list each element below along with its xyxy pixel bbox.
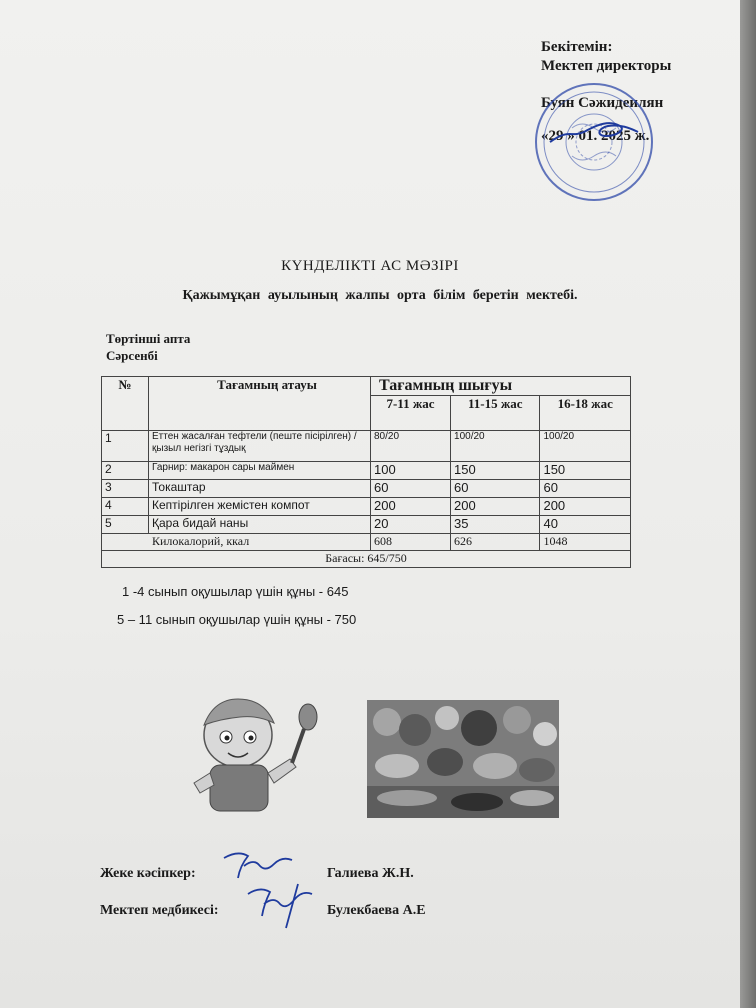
entrepreneur-name: Галиева Ж.Н.: [327, 866, 414, 881]
table-row: [102, 462, 631, 480]
row-dish: Еттен жасалған тефтели (пеште пісірілген) /қызыл негізгі тұздық: [149, 431, 371, 462]
row-value-1: 100: [371, 462, 451, 480]
page-edge-shadow: [740, 0, 756, 1008]
header-dish-name: Тағамның атауы: [149, 377, 371, 431]
row-value-2: 60: [451, 480, 540, 498]
row-value-1: 20: [371, 516, 451, 534]
vegetables-photo: [367, 700, 559, 818]
row-value-3: 40: [540, 516, 631, 534]
row-dish: Гарнир: макарон сары маймен: [149, 462, 371, 480]
price-line-grades-5-11: 5 – 11 сынып оқушылар үшін құны - 750: [117, 612, 357, 627]
approval-title: Бекітемін:: [541, 39, 613, 55]
row-dish: Кептірілген жемістен компот: [149, 498, 371, 516]
price-line-grades-1-4: 1 -4 сынып оқушылар үшін құны - 645: [122, 584, 349, 599]
approval-director-name: Буян Сәжидеилян: [541, 95, 664, 111]
row-value-3: 150: [540, 462, 631, 480]
school-nurse-label: Мектеп медбикесі:: [100, 903, 219, 918]
header-output: Тағамның шығуы: [371, 377, 631, 396]
header-num: №: [102, 377, 149, 431]
kcal-row: [102, 534, 631, 551]
table-row: [102, 516, 631, 534]
official-stamp: [532, 80, 656, 204]
row-value-2: 100/20: [451, 431, 540, 462]
school-name: Қажымұқан ауылының жалпы орта білім беретін мектебі.: [182, 288, 578, 303]
row-value-2: 150: [451, 462, 540, 480]
row-value-3: 60: [540, 480, 631, 498]
row-value-3: 100/20: [540, 431, 631, 462]
table-header-row: [102, 377, 631, 396]
row-value-3: 200: [540, 498, 631, 516]
table-row: [102, 480, 631, 498]
table-row: [102, 498, 631, 516]
header-age-3: 16-18 жас: [540, 396, 631, 431]
kcal-label: Килокалорий, ккал: [102, 534, 371, 551]
week-day-block: [106, 330, 190, 364]
menu-table: [101, 376, 631, 568]
price-value: Бағасы: 645/750: [102, 551, 631, 568]
row-dish: Қара бидай наны: [149, 516, 371, 534]
row-num: 2: [102, 462, 149, 480]
document-title: КҮНДЕЛІКТІ АС МӘЗІРІ: [281, 258, 459, 274]
row-value-2: 35: [451, 516, 540, 534]
header-age-2: 11-15 жас: [451, 396, 540, 431]
table-row: [102, 431, 631, 462]
boy-with-spoon-illustration: [180, 695, 328, 815]
row-num: 3: [102, 480, 149, 498]
row-value-2: 200: [451, 498, 540, 516]
row-num: 4: [102, 498, 149, 516]
approval-position: Мектеп директоры: [541, 58, 672, 74]
entrepreneur-label: Жеке кәсіпкер:: [100, 866, 196, 881]
row-dish: Токаштар: [149, 480, 371, 498]
week-label: Төртінші апта: [106, 331, 191, 346]
day-label: Сәрсенбі: [106, 348, 158, 363]
approval-date: «29 » 01. 2025 ж.: [541, 128, 650, 144]
school-nurse-name: Булекбаева А.Е: [327, 903, 426, 918]
entrepreneur-signature: [218, 848, 298, 884]
row-value-1: 80/20: [371, 431, 451, 462]
row-num: 5: [102, 516, 149, 534]
row-value-1: 200: [371, 498, 451, 516]
kcal-value-3: 1048: [540, 534, 631, 551]
header-age-1: 7-11 жас: [371, 396, 451, 431]
row-num: 1: [102, 431, 149, 462]
price-row: [102, 551, 631, 568]
kcal-value-2: 626: [451, 534, 540, 551]
kcal-value-1: 608: [371, 534, 451, 551]
row-value-1: 60: [371, 480, 451, 498]
school-nurse-signature: [240, 880, 320, 930]
